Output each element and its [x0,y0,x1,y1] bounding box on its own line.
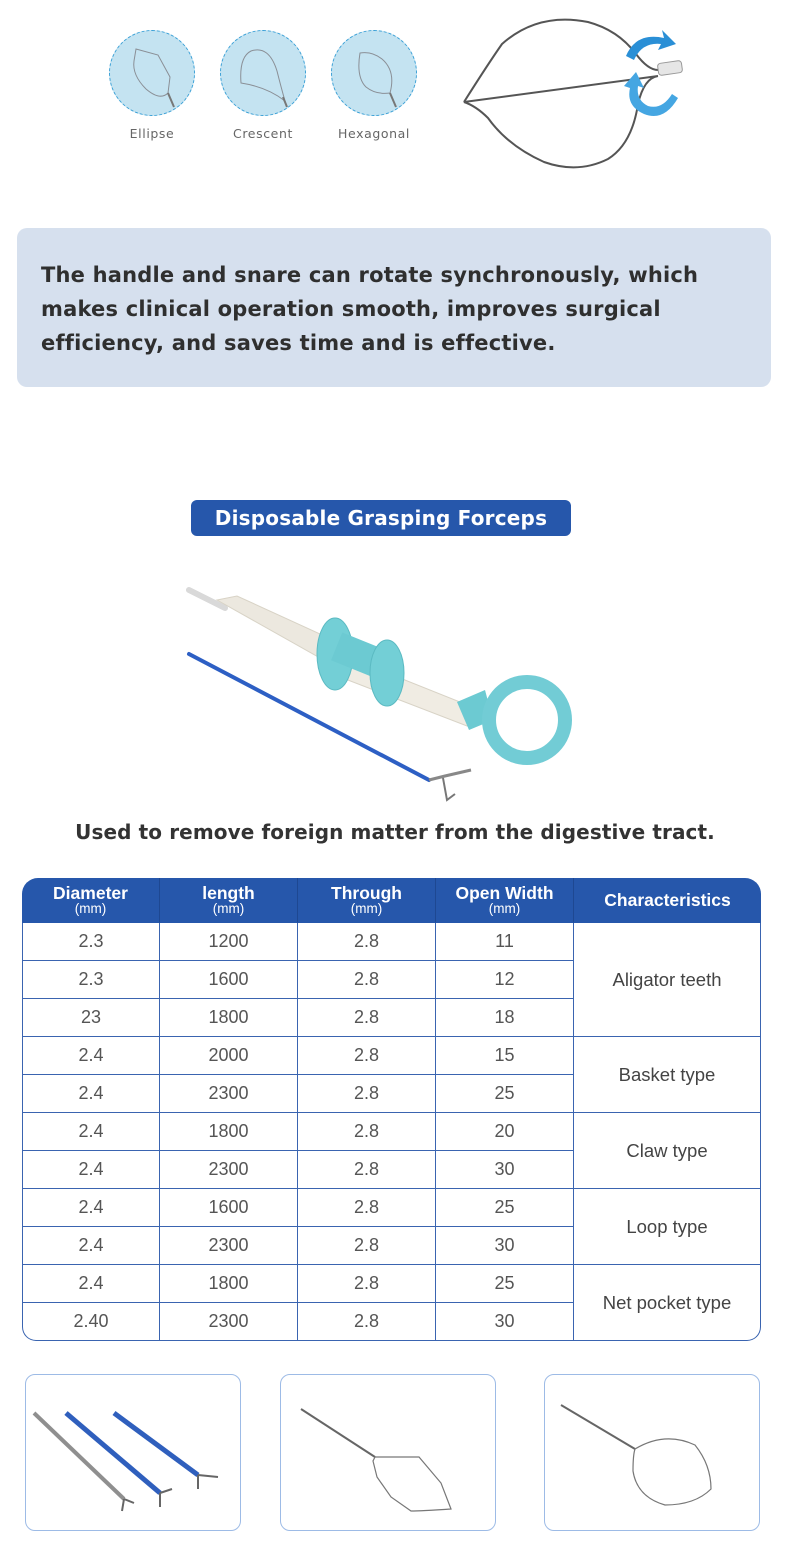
table-row [22,1189,761,1227]
header-through: Through (mm) [298,878,436,923]
claw-forceps-tips-image [25,1374,241,1531]
cell-length: 1800 [160,1265,298,1303]
table-row [22,1265,761,1303]
product-title-banner: Disposable Grasping Forceps [191,500,571,536]
feature-info-box [17,228,771,387]
cell-characteristics: Aligator teeth [574,923,761,1037]
cell-through: 2.8 [298,1075,436,1113]
cell-through: 2.8 [298,1037,436,1075]
crescent-snare-icon [220,30,306,116]
cell-open-width: 18 [436,999,574,1037]
cell-length: 2000 [160,1037,298,1075]
cell-length: 2300 [160,1151,298,1189]
product-description: Used to remove foreign matter from the digestive tract. [75,820,715,844]
cell-open-width: 15 [436,1037,574,1075]
hexagonal-basket-image [280,1374,496,1531]
cell-length: 1800 [160,1113,298,1151]
cell-diameter: 2.4 [22,1227,160,1265]
table-row [22,1037,761,1075]
cell-open-width: 30 [436,1227,574,1265]
cell-diameter: 2.4 [22,1113,160,1151]
header-characteristics: Characteristics [574,878,761,923]
ellipse-snare-icon [109,30,195,116]
cell-diameter: 2.4 [22,1075,160,1113]
cell-diameter: 2.40 [22,1303,160,1341]
shape-label: Ellipse [129,126,175,141]
cell-open-width: 20 [436,1113,574,1151]
cell-diameter: 2.3 [22,961,160,999]
cell-through: 2.8 [298,1151,436,1189]
cell-through: 2.8 [298,999,436,1037]
cell-through: 2.8 [298,1113,436,1151]
cell-length: 1600 [160,961,298,999]
shape-ellipse [109,30,195,141]
table-row [22,1113,761,1151]
hexagonal-snare-icon [331,30,417,116]
feature-description: The handle and snare can rotate synchronously, which makes clinical operation smooth, improves surgical efficiency, and saves time and is effective. [41,263,699,355]
cell-open-width: 25 [436,1189,574,1227]
specification-table [22,878,761,1341]
cell-characteristics: Loop type [574,1189,761,1265]
cell-through: 2.8 [298,1227,436,1265]
cell-diameter: 2.3 [22,923,160,961]
cell-through: 2.8 [298,923,436,961]
cell-through: 2.8 [298,1189,436,1227]
cell-diameter: 2.4 [22,1265,160,1303]
cell-through: 2.8 [298,961,436,999]
header-diameter: Diameter (mm) [22,878,160,923]
cell-diameter: 2.4 [22,1037,160,1075]
cell-characteristics: Claw type [574,1113,761,1189]
cell-open-width: 25 [436,1265,574,1303]
cell-characteristics: Net pocket type [574,1265,761,1341]
cell-length: 2300 [160,1303,298,1341]
shape-crescent [220,30,306,141]
cell-length: 2300 [160,1075,298,1113]
shape-label: Hexagonal [338,126,410,141]
cell-diameter: 2.4 [22,1189,160,1227]
cell-through: 2.8 [298,1265,436,1303]
cell-diameter: 2.4 [22,1151,160,1189]
cell-length: 2300 [160,1227,298,1265]
shape-hexagonal [331,30,417,141]
table-header-row [22,878,761,923]
header-length: length (mm) [160,878,298,923]
ellipse-loop-image [544,1374,760,1531]
cell-open-width: 30 [436,1303,574,1341]
cell-through: 2.8 [298,1303,436,1341]
cell-open-width: 12 [436,961,574,999]
shape-label: Crescent [233,126,293,141]
cell-open-width: 11 [436,923,574,961]
header-open-width: Open Width (mm) [436,878,574,923]
grasping-forceps-image [185,580,585,805]
cell-length: 1600 [160,1189,298,1227]
cell-length: 1800 [160,999,298,1037]
cell-length: 1200 [160,923,298,961]
cell-open-width: 30 [436,1151,574,1189]
cell-open-width: 25 [436,1075,574,1113]
rotating-snare-diagram [458,14,690,174]
table-row [22,923,761,961]
cell-diameter: 23 [22,999,160,1037]
cell-characteristics: Basket type [574,1037,761,1113]
